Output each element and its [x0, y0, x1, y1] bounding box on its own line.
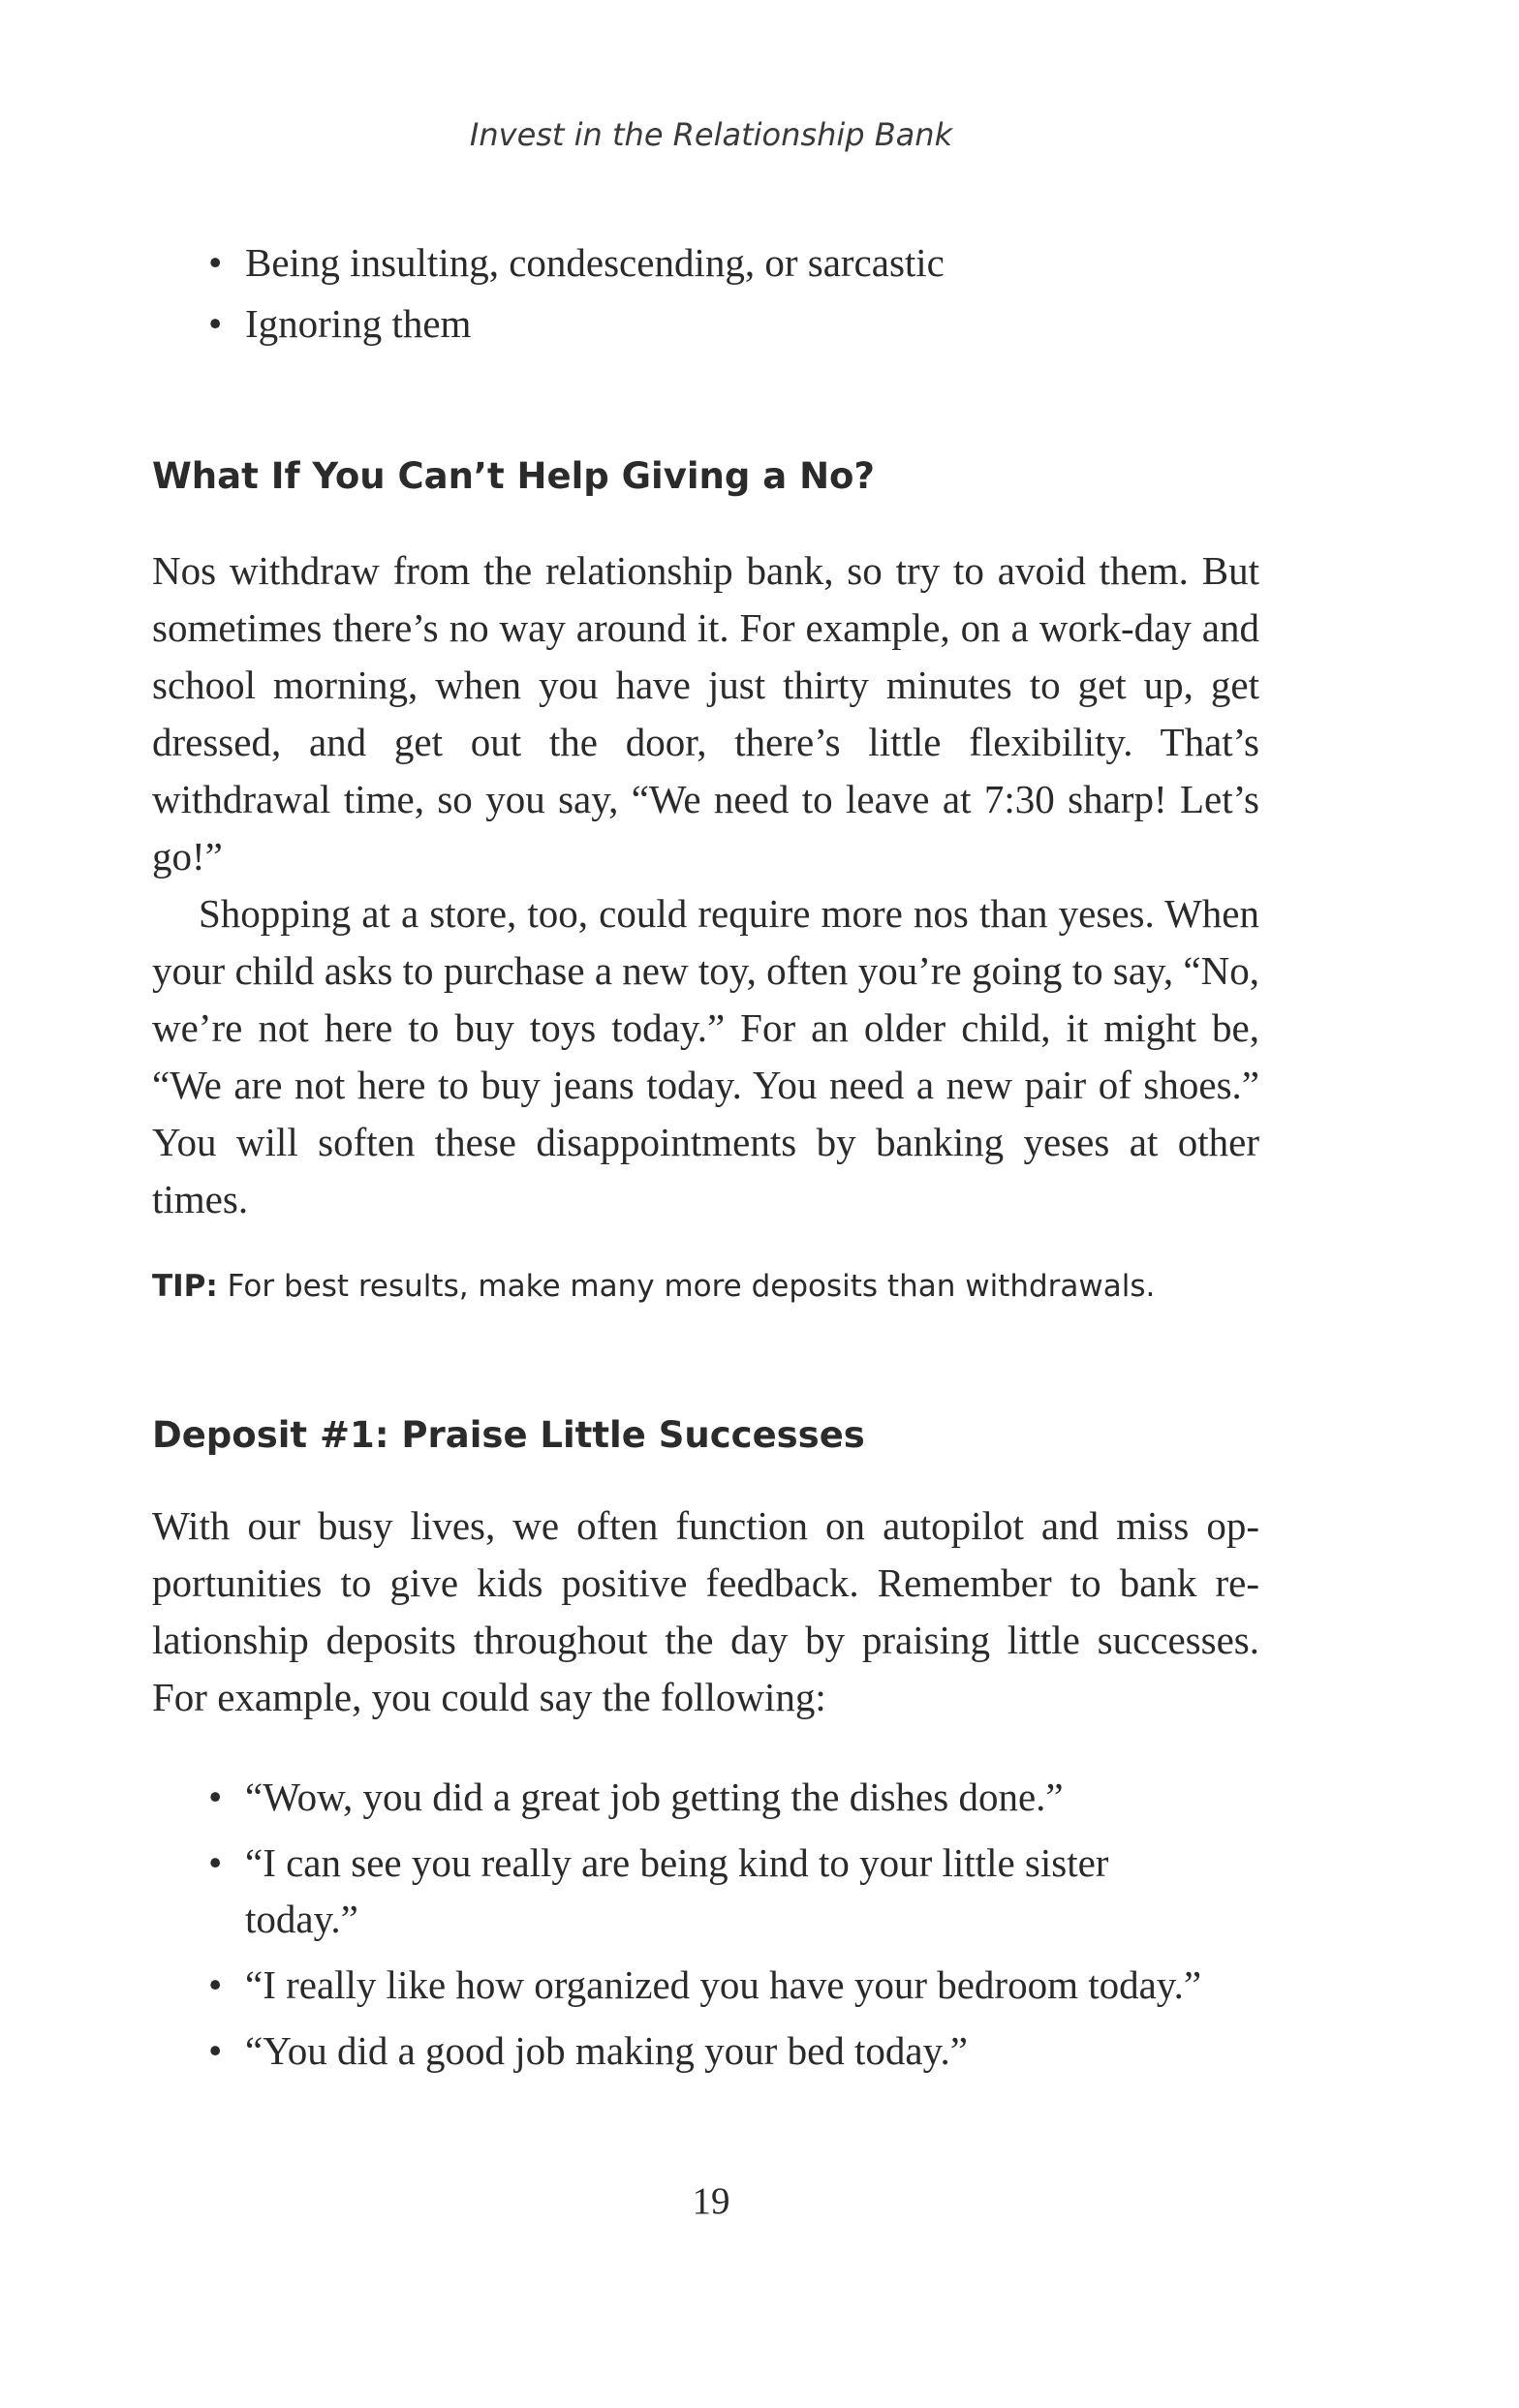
tip-callout: [152, 1269, 1266, 1304]
section-2-body: [152, 1497, 1259, 1726]
bullet-icon: •: [208, 1840, 223, 1885]
section-heading-2: Deposit #1: Praise Little Successes: [152, 1414, 865, 1456]
list-item: • Being insulting, condescending, or sarcastic: [208, 232, 1274, 293]
page-number: 19: [692, 2180, 730, 2222]
running-head: Invest in the Relationship Bank: [469, 116, 953, 153]
paragraph: With our busy lives, we often function on autopilot and miss op-portunities to give kids positive feedback. Remember to bank re-lationship deposits throughout the day by praising little successes. For example, you could say the following:: [152, 1503, 1259, 1719]
list-item: • “You did a good job making your bed today.”: [208, 2022, 1225, 2079]
bullet-icon: •: [208, 2028, 223, 2073]
section-1-body: [152, 542, 1259, 1228]
bullet-icon: •: [208, 301, 223, 346]
paragraph: Shopping at a store, too, could require more nos than yeses. When your child asks to purchase a new toy, often you’re going to say, “No, we’re not here to buy toys today.” For an older child, it might be, “We are not here to buy jeans today. You need a new pair of shoes.” You will soften these disappointments by banking yeses at other times.: [152, 891, 1259, 1221]
bullet-list-praise: [208, 1769, 1225, 2088]
bullet-icon: •: [208, 240, 223, 285]
bullet-list-top: [208, 232, 1274, 355]
list-item: • “I really like how organized you have your bedroom today.”: [208, 1957, 1225, 2013]
tip-text: For best results, make many more deposits than withdrawals.: [227, 1269, 1156, 1304]
list-item: • “Wow, you did a great job getting the dishes done.”: [208, 1769, 1225, 1825]
tip-label: TIP:: [152, 1269, 218, 1304]
section-heading-1: What If You Can’t Help Giving a No?: [152, 455, 875, 497]
list-item: • Ignoring them: [208, 293, 1274, 355]
bullet-icon: •: [208, 1962, 223, 2007]
paragraph: Nos withdraw from the relationship bank, so try to avoid them. But sometimes there’s no way around it. For example, on a work-day and school morning, when you have just thirty minutes to get up, get dressed, and get out the door, there’s little flexibility. That’s withdrawal time, so you say, “We need to leave at 7:30 sharp! Let’s go!”: [152, 548, 1259, 879]
bullet-icon: •: [208, 1775, 223, 1819]
list-item: • “I can see you really are being kind to your little sister today.”: [208, 1835, 1225, 1947]
